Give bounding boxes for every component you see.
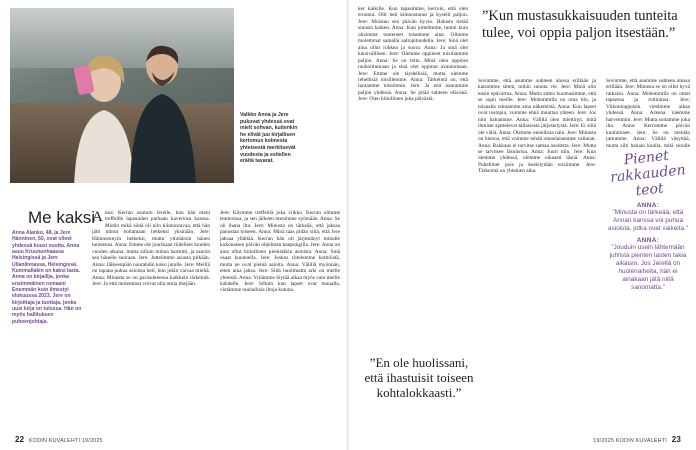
- side-quote-name-1: ANNA:: [636, 202, 660, 209]
- column-5-text: Sovimme, että asumme suhteen alussa erillään. Jere: Minusta se on ollut hyvä ratkaisu. Anna: Molemmilla on omat lapsensa ja rutiininsa. Jere: Viikonloppuisin vietämme aikaa yhdessä. Anna: Arkena näemme harvemmin. Jere: Mutta soitamme joka ilta. Anna: Kerromme päivän kuulumiset. Jere: Se on meidän juttumme. Anna: Välillä väsyttää, mutta silti haluan kuulla, mitä sinulle: [606, 78, 690, 148]
- side-quote-box: [608, 147, 688, 292]
- side-quote-name-2: ANNA:: [636, 237, 660, 244]
- article-column-1: [92, 210, 210, 287]
- column-2-text: Jere: Käymme treffeillä joka viikko. Kerran olimme teatterissa, ja sen jälkeen menimme syömään. Anna: Se oli ihana ilta. Jere: Minusta on tärkeää, että jaksaa panostaa toiseen. Anna: Minä taas pidän siitä, että Jere jaksaa yllättää. Kerran hän oli järjestänyt minulle kokonaisen päivän ohjelman kaupungilla. Jere: Anna on aina ollut kiitollinen pienistäkin asioista. Anna: Sinä osaat kuunnella. Jere: Joskus riitelemme kotitöistä, mutta ne ovat pieniä asioita. Anna: Välillä myönnän, etten aina jaksa. Jere: Siitä huolimatta arki on meille yhteistä. Anna: Yritämme löytää aikaa myös vain meille kahdelle. Jere: Silloin kun lapset ovat muualla, vietämme rauhallisia iltoja kotona.: [220, 210, 341, 294]
- side-quote-text-1: ”Minusta on tärkeää, että Annan kanssa voi puhua asioista, jotka ovat vaikeita.”: [608, 209, 688, 232]
- issue-number: 19/2025: [81, 438, 103, 444]
- article-column-2: [220, 210, 340, 294]
- sidebar-text: [12, 230, 84, 325]
- photo-caption: Valkko Anna ja Jere pukuvat yhdessä ovat mielt sohvan, kuitenkin he elivät juu kirjallisen kertomus kolmesta yhteisestä merkitsevät vuodesta ja esitellen eräitä tavarat.: [240, 112, 298, 165]
- footer-right: [593, 435, 684, 444]
- magazine-name: KODIN KUVALEHTI: [615, 438, 667, 444]
- article-column-3: [358, 6, 468, 341]
- dropcap: A: [92, 209, 103, 225]
- pull-quote-bottom: ”En ole huolissani, että ihastuisit toiseen kohtalokkaasti.”: [364, 355, 474, 400]
- handwritten-heading: Pienet rakkauden teot: [609, 147, 687, 200]
- page-number: 23: [671, 435, 681, 444]
- footer-left: [12, 435, 103, 444]
- man-figure: [128, 36, 198, 183]
- article-column-4: [478, 78, 596, 433]
- right-page: [348, 0, 696, 450]
- magazine-name: KODIN KUVALEHTI: [29, 438, 81, 444]
- sidebar-paragraph: Anna Alanko, 48, ja Jere Hänninen, 50, ovat olleet yhdessä kuusi vuotta. Anna asuu Kruununhaassa Helsingissä ja Jere Ullanlinnassa, Helsingissä. Kummallakin on kaksi lasta. Anna on kirjailija, jonka ensimmäinen romaani Enemmän kuin ilmestyi elokuussa 2023. Jere on kirjoittaja ja tuottaja, jonka uusi kirja on tulossa. Hän on myös hallituksen puheenjohtaja.: [12, 230, 82, 325]
- side-quote-text-2: ”Jouduin usein lähtemään juhlista pienten lasten takia aikaisin. Jos Jerellä on huolenaiheita, hän ei ainakaan jätä niitä sanomatta.”: [609, 244, 687, 291]
- pull-quote-top: ”Kun mustasukkaisuuden tunteita tulee, voi oppia paljon itsestään.”: [482, 8, 678, 41]
- column-4-text: Sovimme, että asumme suhteen alussa erillään ja katsomme sitten, mihin suunta vie. Jere: Minä olin ensin epävarma. Anna: Mutta sitten huomasimme, että se sopii meille. Jere: Molemmilla on oma tila, ja toisaalta odotamme aina näkemistä. Anna: Kun lapset ovat isompia, voimme ehkä muuttaa yhteen. Jere: Jos niin haluamme. Anna: Välillä olen miettinyt, mitä ihmiset ajattelevat tällaisesta järjestelystä. Jere: Ei sillä ole väliä. Anna: Olemme onnellisia näin. Jere: Minusta on hienoa, että voimme tehdä omanlaisemme valinnat. Anna: Rakkaus ei tarvitse samaa osoitetta. Jere: Mutta se tarvitsee läsnäoloa. Anna: Juuri niin. Jere: Kun olemme yhdessä, olemme oikeasti läsnä. Anna: Puhelimet pois ja keskitytään toisiimme. Jere: Tärkeintä on yhteinen aika.: [478, 78, 596, 175]
- sidebar-title: Me kaksi: [28, 208, 96, 227]
- couple-photo: [10, 8, 234, 183]
- column-3-text: ker kaikille. Kun tapasimme, kerroin, että olen eronnut. Olit heti kiinnostunut ja kyselit paljon. Jere: Muistan sen päivän hyvin. Halusin tietää sinusta kaiken. Anna: Kun juttelimme, tuntui kuin olisimme tunteneet toisemme aina. Olimme molemmat samalla aaltopituudella. Jere: Sinä olet aina ollut rohkea ja suora. Anna: Ja sinä olet kärsivällinen. Jere: Olemme oppineet toisiltamme paljon. Anna: Se on totta. Minä olen oppinut rauhoittumaan ja sinä olet oppinut avautumaan. Jere: Emme ole täydellisiä, mutta olemme rehellisiä toisillemme. Anna: Tärkeintä on, että luotamme toisiimme. Jere: Ja että nauramme paljon yhdessä. Anna: Se pitää suhteen elävänä. Jere: Olen kiitollinen joka päivästä.: [358, 6, 468, 103]
- column-1-text: nna: Kerran suutuin Jerelle, kun hän meni treffeille lapsuuden parhaan kaverinsa kanssa. Mietin mikä siinä oli niin kiinnostavaa, että hän jätti minut hoitamaan hetkeksi yksinään. Jere: Hämmennyin hetkeksi, mutta ymmärsin hänen tunteensa. Anna: Emme ole juurikaan riidelleet kuuden vuoden aikana, mutta silloin minua harmitti, ja sanoin sen hänelle suoraan. Jere: Juttelimme asiasta pitkään. Anna: Jälkeenpäin naurahdin koko jutulle. Jere: Meillä on tapana puhua asioista heti, kun jokin vaivaa mieltä. Anna: Minusta se on parisuhteessa kaikkein tärkeintä. Jere: Ja että molemmat voivat olla omia itsejään.: [92, 210, 210, 287]
- magazine-name: 19/2025: [593, 438, 615, 444]
- page-number: 22: [15, 435, 25, 444]
- article-column-5: [606, 78, 690, 148]
